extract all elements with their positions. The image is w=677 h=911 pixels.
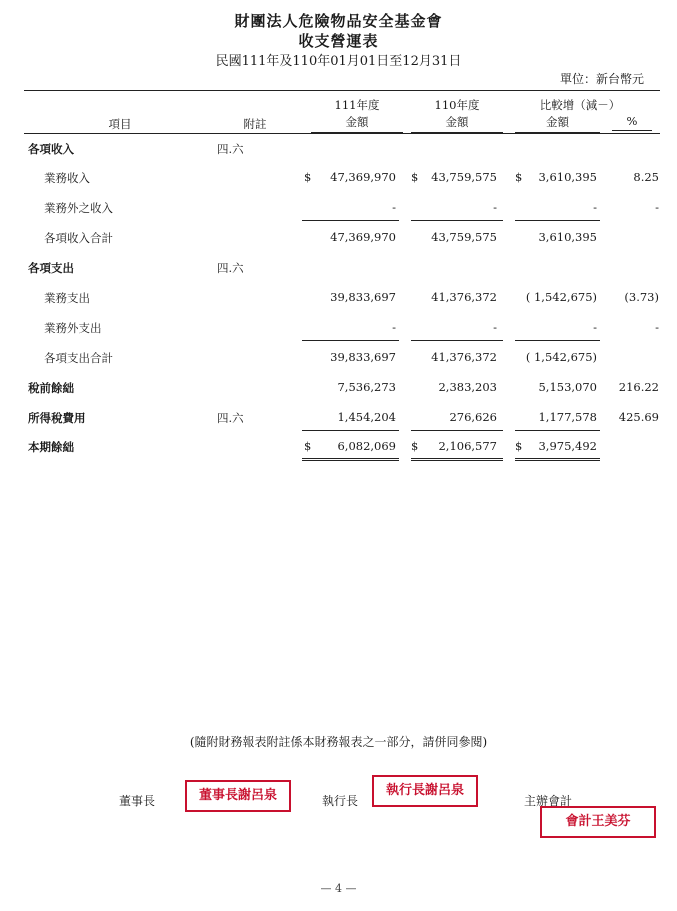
change-amount: 5,153,070: [538, 380, 597, 394]
table-row: [0, 320, 677, 338]
amount-111: 47,369,970: [330, 230, 396, 244]
row-label: 業務外之收入: [44, 201, 113, 215]
currency-symbol: $: [411, 439, 419, 453]
row-note: 四.六: [217, 411, 244, 425]
currency-symbol: $: [304, 439, 312, 453]
report-title: 收支營運表: [298, 32, 379, 50]
table-row: [0, 439, 677, 457]
chairman-seal: 董事長謝呂泉: [185, 780, 291, 812]
grand-total-double-rule: [411, 458, 503, 461]
col-change: 比較增（減－）: [539, 98, 621, 112]
change-percent: (3.73): [624, 290, 659, 304]
amount-110: 43,759,575: [431, 170, 497, 184]
row-label: 本期餘絀: [28, 440, 74, 454]
amount-111: 6,082,069: [337, 439, 396, 453]
amount-110: 43,759,575: [431, 230, 497, 244]
subtotal-rule: [302, 220, 399, 221]
grand-total-double-rule: [515, 458, 600, 461]
change-amount: -: [593, 200, 597, 214]
row-label: 各項收入: [28, 142, 74, 156]
change-amount: 1,177,578: [538, 410, 597, 424]
table-row: [0, 170, 677, 188]
change-amount: 3,610,395: [538, 230, 597, 244]
change-amount: 3,610,395: [538, 170, 597, 184]
total-rule: [515, 430, 600, 431]
report-period: 民國111年及110年01月01日至12月31日: [215, 54, 462, 69]
amount-111: 7,536,273: [337, 380, 396, 394]
table-row: [0, 200, 677, 218]
table-row: [0, 410, 677, 428]
amount-111: 47,369,970: [330, 170, 396, 184]
subtotal-rule: [515, 340, 600, 341]
amount-111: -: [392, 200, 396, 214]
change-percent: -: [655, 200, 659, 214]
amount-110: -: [493, 200, 497, 214]
row-label: 業務支出: [44, 291, 90, 305]
change-amount: -: [593, 320, 597, 334]
col-amount-110: 金額: [411, 114, 503, 133]
table-row: [0, 230, 677, 248]
change-amount: 3,975,492: [538, 439, 597, 453]
row-note: 四.六: [217, 142, 244, 156]
row-label: 所得稅費用: [28, 411, 86, 425]
amount-110: 2,106,577: [438, 439, 497, 453]
table-row: [0, 380, 677, 398]
col-amount-change: 金額: [515, 114, 600, 133]
total-rule: [411, 430, 503, 431]
col-percent: %: [612, 114, 652, 131]
col-note: 附註: [243, 117, 267, 131]
ceo-label: 執行長: [322, 794, 359, 808]
table-row: [0, 350, 677, 368]
header-bottom-rule: [24, 133, 660, 134]
amount-111: 39,833,697: [330, 290, 396, 304]
currency-unit: 單位：新台幣元: [559, 72, 644, 86]
table-row: [0, 290, 677, 308]
grand-total-double-rule: [302, 458, 399, 461]
table-row: [0, 141, 677, 159]
row-label: 業務外支出: [44, 321, 102, 335]
page-number: — 4 —: [320, 882, 357, 895]
amount-110: 2,383,203: [438, 380, 497, 394]
currency-symbol: $: [515, 170, 523, 184]
row-label: 各項收入合計: [44, 231, 113, 245]
col-amount-111: 金額: [311, 114, 403, 133]
ceo-seal: 執行長謝呂泉: [372, 775, 478, 807]
amount-111: -: [392, 320, 396, 334]
accountant-label: 主辦會計: [524, 794, 573, 808]
org-title: 財團法人危險物品安全基金會: [234, 12, 443, 30]
table-row: [0, 260, 677, 278]
total-rule: [302, 430, 399, 431]
change-percent: 8.25: [633, 170, 659, 184]
col-year-111: 111年度: [334, 98, 380, 112]
row-label: 稅前餘絀: [28, 381, 74, 395]
currency-symbol: $: [515, 439, 523, 453]
subtotal-rule: [302, 340, 399, 341]
amount-110: 41,376,372: [431, 290, 497, 304]
currency-symbol: $: [304, 170, 312, 184]
chairman-label: 董事長: [119, 794, 156, 808]
header-top-rule: [24, 90, 660, 91]
amount-111: 1,454,204: [337, 410, 396, 424]
subtotal-rule: [411, 220, 503, 221]
col-year-110: 110年度: [434, 98, 480, 112]
change-percent: -: [655, 320, 659, 334]
change-amount: ( 1,542,675): [525, 350, 597, 364]
amount-111: 39,833,697: [330, 350, 396, 364]
amount-110: -: [493, 320, 497, 334]
footer-note: (隨附財務報表附註係本財務報表之一部分，請併同參閱): [189, 735, 488, 749]
currency-symbol: $: [411, 170, 419, 184]
subtotal-rule: [515, 220, 600, 221]
subtotal-rule: [411, 340, 503, 341]
row-note: 四.六: [217, 261, 244, 275]
amount-110: 276,626: [449, 410, 497, 424]
change-amount: ( 1,542,675): [525, 290, 597, 304]
row-label: 各項支出合計: [44, 351, 113, 365]
amount-110: 41,376,372: [431, 350, 497, 364]
change-percent: 216.22: [618, 380, 659, 394]
accountant-seal: 會計王美芬: [540, 806, 656, 838]
row-label: 業務收入: [44, 171, 90, 185]
change-percent: 425.69: [618, 410, 659, 424]
row-label: 各項支出: [28, 261, 74, 275]
col-item: 項目: [108, 117, 132, 131]
